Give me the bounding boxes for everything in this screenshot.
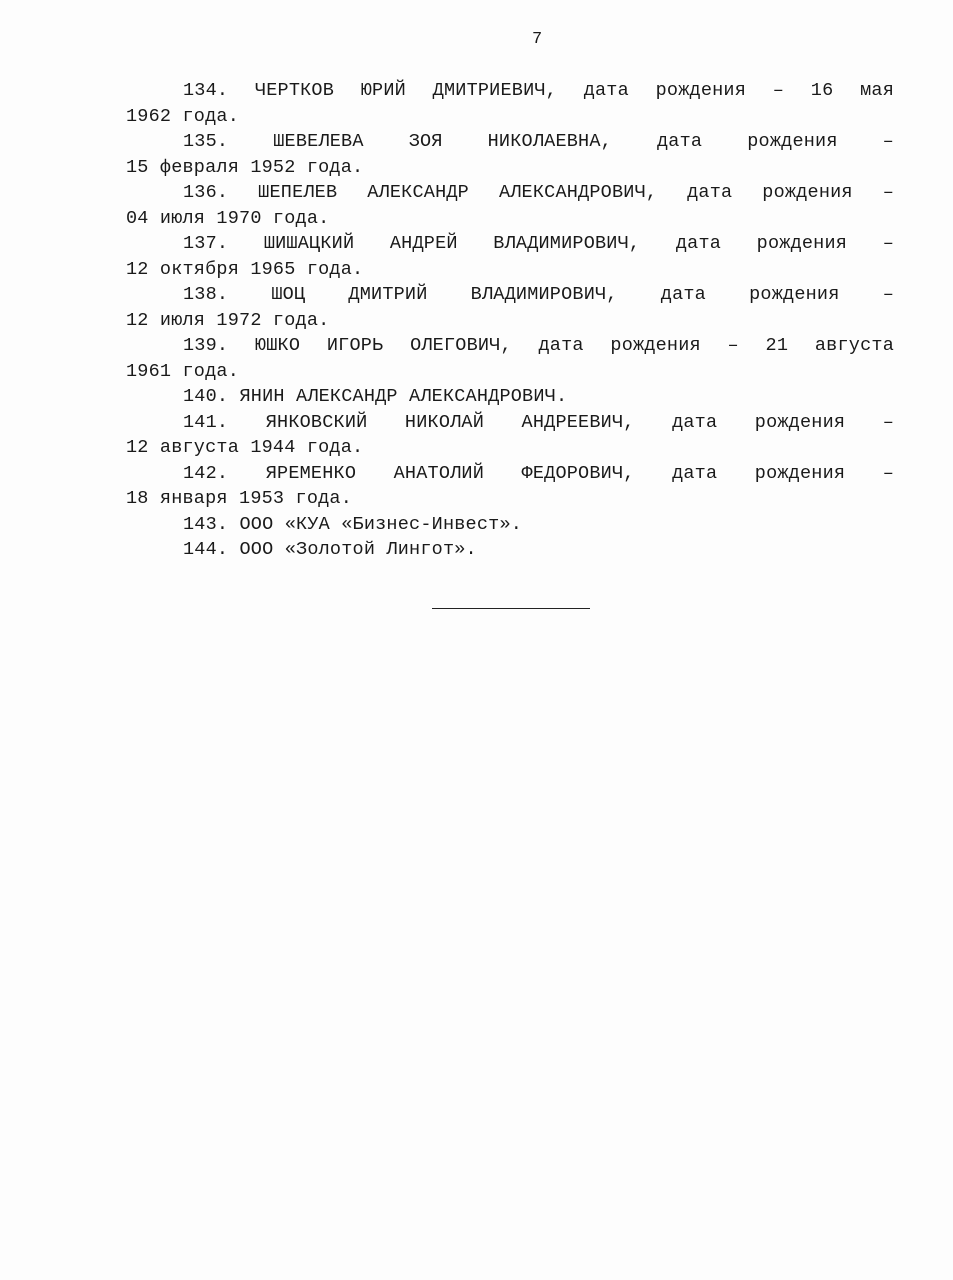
list-item xyxy=(126,512,894,538)
list-item xyxy=(126,333,894,384)
list-item xyxy=(126,282,894,333)
list-item xyxy=(126,384,894,410)
list-item xyxy=(126,410,894,461)
entry-line-2: 15 февраля 1952 года. xyxy=(126,156,364,178)
entry-line-1: 134. ЧЕРТКОВ ЮРИЙ ДМИТРИЕВИЧ, дата рождения – 16 мая xyxy=(183,80,894,101)
entry-line-1: 141. ЯНКОВСКИЙ НИКОЛАЙ АНДРЕЕВИЧ, дата рождения – xyxy=(183,411,894,433)
entry-line-1: 142. ЯРЕМЕНКО АНАТОЛИЙ ФЕДОРОВИЧ, дата рождения – xyxy=(183,462,894,484)
entry-line-1: 144. ООО «Золотой Лингот». xyxy=(183,539,477,560)
entry-list xyxy=(126,78,894,563)
entry-line-2: 18 января 1953 года. xyxy=(126,488,353,509)
end-divider xyxy=(432,608,590,609)
entry-line-1: 138. ШОЦ ДМИТРИЙ ВЛАДИМИРОВИЧ, дата рождения – xyxy=(183,284,894,305)
entry-line-2: 1962 года. xyxy=(126,105,240,127)
entry-line-2: 12 августа 1944 года. xyxy=(126,437,364,458)
list-item xyxy=(126,537,894,563)
entry-line-2: 12 октября 1965 года. xyxy=(126,258,364,280)
entry-line-1: 139. ЮШКО ИГОРЬ ОЛЕГОВИЧ, дата рождения – 21 августа xyxy=(183,335,894,356)
entry-line-2: 1961 года. xyxy=(126,360,240,382)
list-item xyxy=(126,129,894,180)
entry-line-2: 04 июля 1970 года. xyxy=(126,207,330,229)
entry-line-1: 140. ЯНИН АЛЕКСАНДР АЛЕКСАНДРОВИЧ. xyxy=(183,386,568,407)
entry-line-1: 137. ШИШАЦКИЙ АНДРЕЙ ВЛАДИМИРОВИЧ, дата рождения – xyxy=(183,233,894,254)
list-item xyxy=(126,78,894,129)
list-item xyxy=(126,231,894,282)
entry-line-1: 143. ООО «КУА «Бизнес-Инвест». xyxy=(183,513,523,535)
entry-line-2: 12 июля 1972 года. xyxy=(126,309,330,331)
page-number: 7 xyxy=(532,30,543,49)
entry-line-1: 136. ШЕПЕЛЕВ АЛЕКСАНДР АЛЕКСАНДРОВИЧ, дата рождения – xyxy=(183,182,894,203)
list-item xyxy=(126,461,894,512)
entry-line-1: 135. ШЕВЕЛЕВА ЗОЯ НИКОЛАЕВНА, дата рождения – xyxy=(183,131,894,152)
list-item xyxy=(126,180,894,231)
